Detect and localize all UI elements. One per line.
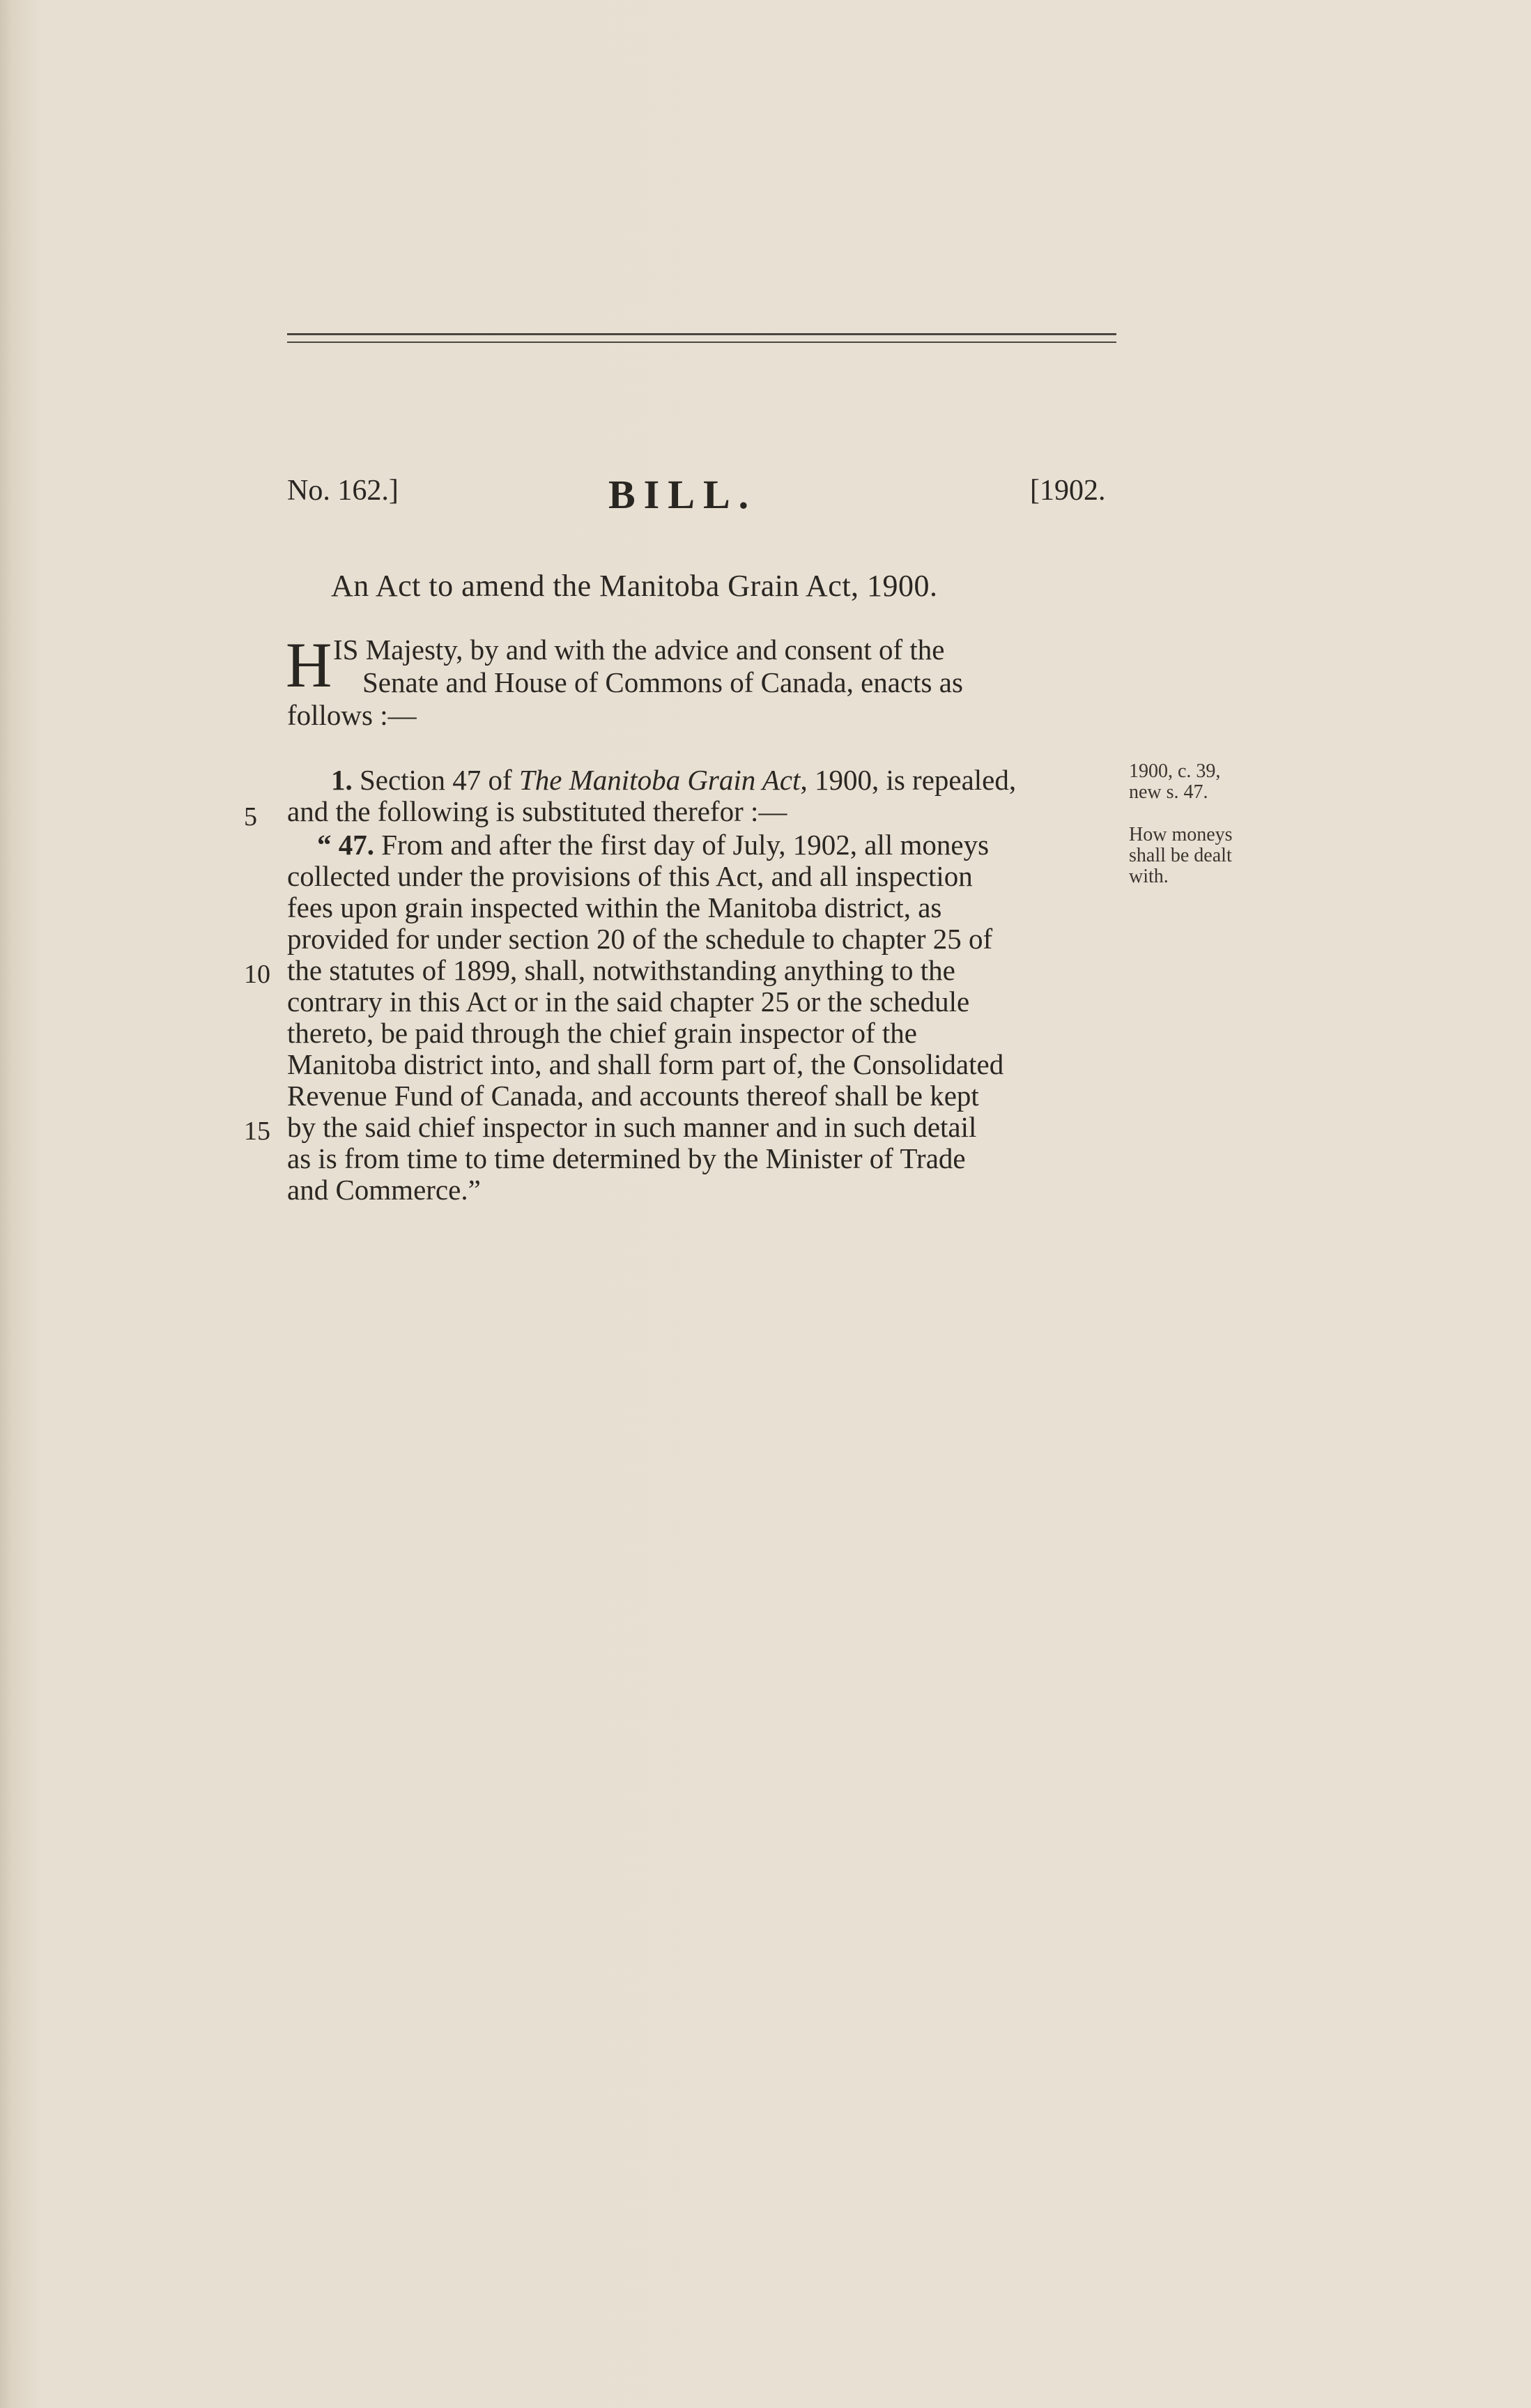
section-47-line-7: thereto, be paid through the chief grain inspector of the bbox=[287, 1017, 917, 1049]
section-47-line-1: “ 47. From and after the first day of July, 1902, all moneys bbox=[317, 829, 990, 861]
preamble-line-1: IS Majesty, by and with the advice and consent of the bbox=[333, 634, 945, 666]
bill-number: No. 162.] bbox=[287, 475, 399, 507]
act-name-italic: The Manitoba Grain Act bbox=[518, 764, 801, 796]
margin-note-how-moneys: How moneys shall be dealt with. bbox=[1129, 824, 1233, 887]
section-47-line-9: Revenue Fund of Canada, and accounts thereof shall be kept bbox=[287, 1080, 979, 1112]
preamble-line-3: follows :— bbox=[287, 699, 417, 731]
section-47-line-6: contrary in this Act or in the said chapter 25 or the schedule bbox=[287, 986, 970, 1018]
section-47-line-8: Manitoba district into, and shall form part of, the Consolidated bbox=[287, 1048, 1004, 1080]
section-47-line-2: collected under the provisions of this Act, and all inspection bbox=[287, 860, 973, 892]
drop-cap: H bbox=[286, 629, 332, 700]
section-47-line-4: provided for under section 20 of the schedule to chapter 25 of bbox=[287, 923, 993, 955]
section-47-line-10: by the said chief inspector in such manner and in such detail bbox=[287, 1111, 977, 1143]
top-double-rule-lower bbox=[287, 342, 1116, 343]
section-1-line-2: and the following is substituted therefor :— bbox=[287, 795, 787, 827]
section-1-number: 1. bbox=[331, 764, 353, 796]
act-title: An Act to amend the Manitoba Grain Act, 1900. bbox=[331, 569, 938, 603]
section-47-line-3: fees upon grain inspected within the Manitoba district, as bbox=[287, 891, 942, 923]
margin-note-citation: 1900, c. 39, new s. 47. bbox=[1129, 760, 1221, 803]
bill-year: [1902. bbox=[1030, 475, 1106, 507]
bill-heading: BILL. bbox=[608, 472, 757, 517]
section-47-line-11: as is from time to time determined by the Minister of Trade bbox=[287, 1142, 966, 1174]
preamble-line-2: Senate and House of Commons of Canada, enacts as bbox=[362, 666, 963, 698]
section-47-number: “ 47. bbox=[317, 829, 374, 861]
line-number-10: 10 bbox=[244, 960, 270, 989]
section-47-line-5: the statutes of 1899, shall, notwithstanding anything to the bbox=[287, 954, 955, 986]
line-number-15: 15 bbox=[244, 1117, 270, 1146]
section-1-line-1: 1. Section 47 of The Manitoba Grain Act, 1900, is repealed, bbox=[331, 764, 1017, 796]
line-number-5: 5 bbox=[244, 802, 257, 831]
top-double-rule bbox=[287, 333, 1116, 335]
section-47-line-12: and Commerce.” bbox=[287, 1174, 481, 1206]
